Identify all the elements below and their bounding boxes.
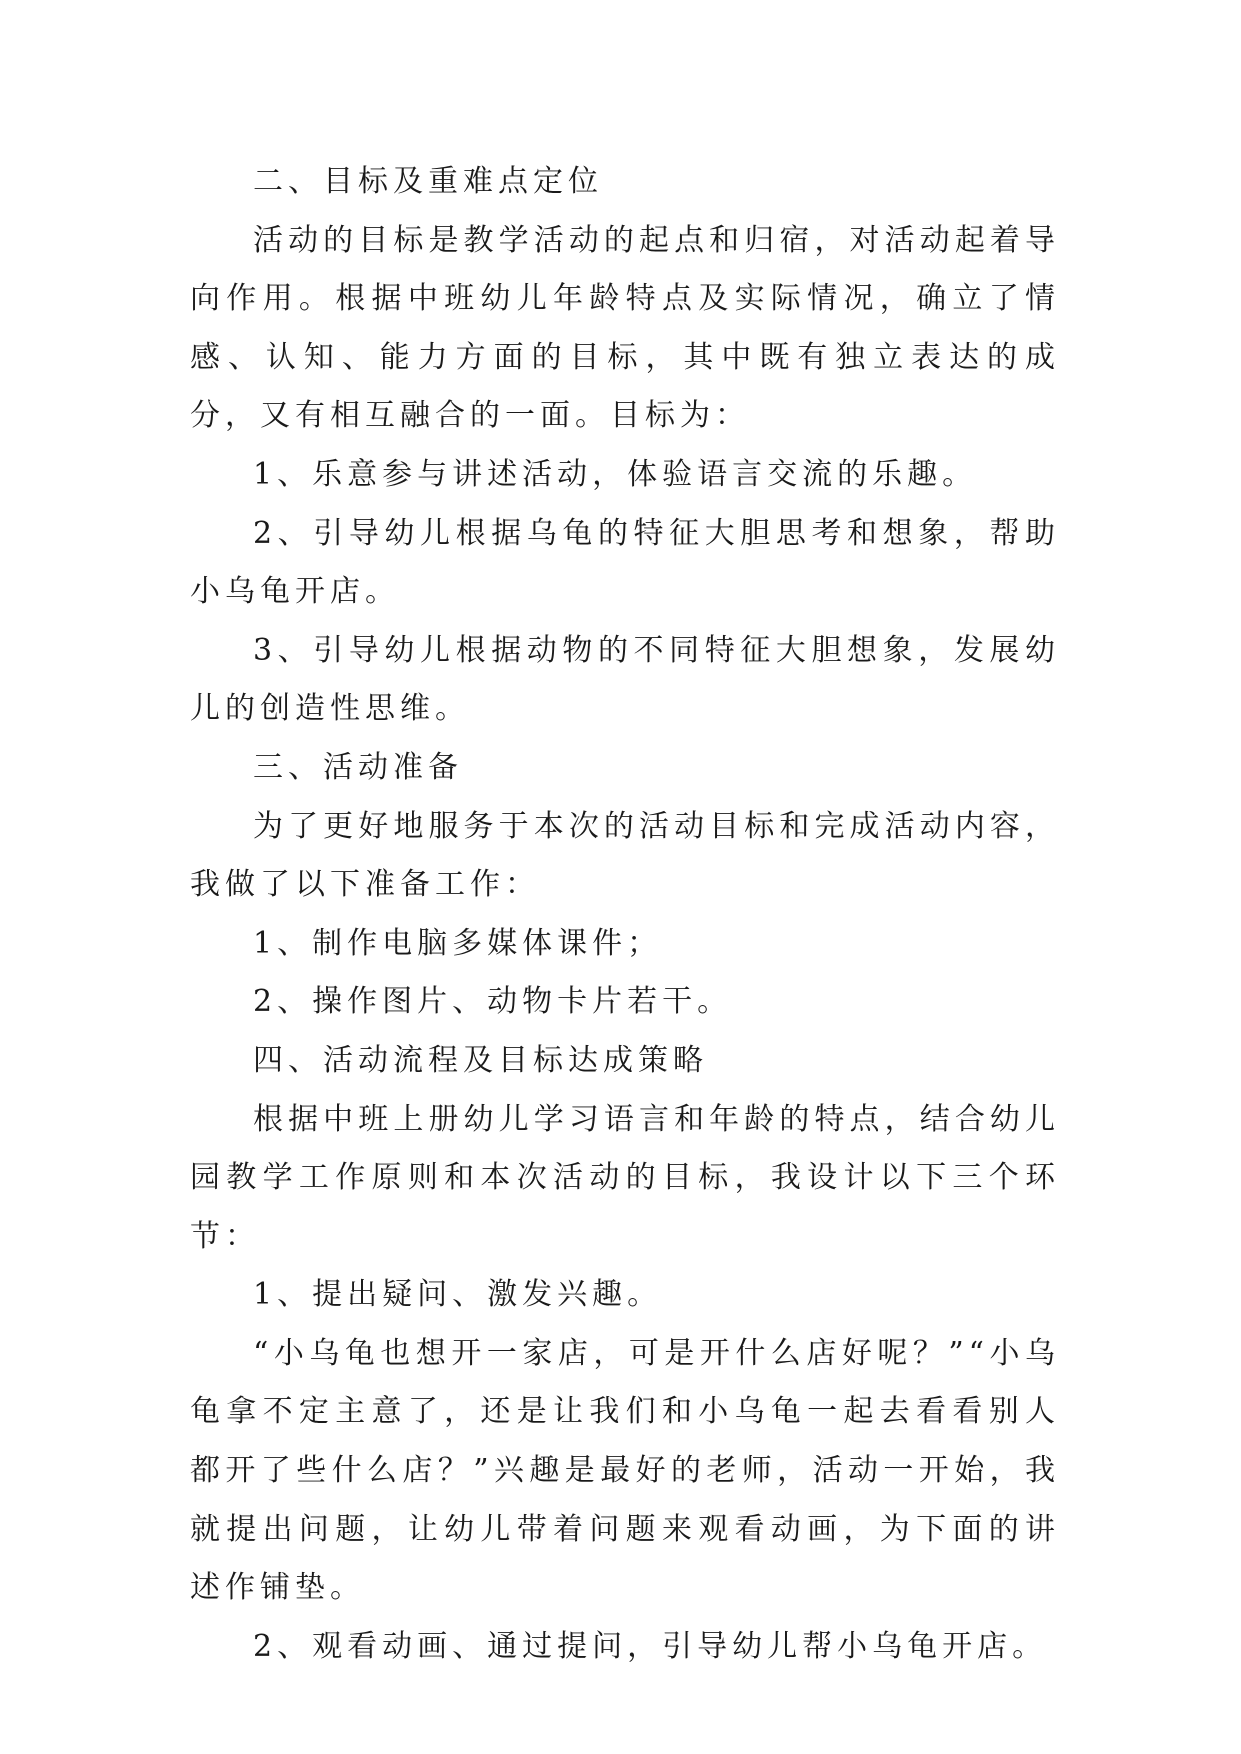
list-item-goal-1: 1、乐意参与讲述活动，体验语言交流的乐趣。 [253, 456, 978, 492]
list-item-goal-3: 3、引导幼儿根据动物的不同特征大胆想象，发展幼儿的创造性思维。 [190, 632, 1060, 727]
paragraph-process-intro: 根据中班上册幼儿学习语言和年龄的特点，结合幼儿园教学工作原则和本次活动的目标，我设计以下三个环节： [190, 1101, 1060, 1254]
paragraph-process-1-detail: “小乌龟也想开一家店，可是开什么店好呢？”“小乌龟拿不定主意了，还是让我们和小乌龟一起去看看别人都开了些什么店？”兴趣是最好的老师，活动一开始，我就提出问题，让幼儿带着问题来观看动画，为下面的讲述作铺垫。 [190, 1335, 1060, 1606]
section-heading-preparation: 三、活动准备 [253, 749, 463, 785]
list-item-process-1: 1、提出疑问、激发兴趣。 [253, 1277, 663, 1313]
section-heading-process: 四、活动流程及目标达成策略 [253, 1042, 708, 1078]
list-item-goal-2: 2、引导幼儿根据乌龟的特征大胆思考和想象，帮助小乌龟开店。 [190, 515, 1060, 610]
list-item-preparation-2: 2、操作图片、动物卡片若干。 [253, 984, 733, 1020]
section-heading-goals: 二、目标及重难点定位 [253, 164, 603, 199]
list-item-process-2: 2、观看动画、通过提问，引导幼儿帮小乌龟开店。 [253, 1628, 1048, 1664]
list-item-preparation-1: 1、制作电脑多媒体课件； [253, 925, 663, 961]
document-body [190, 153, 1060, 1676]
paragraph-preparation-intro: 为了更好地服务于本次的活动目标和完成活动内容，我做了以下准备工作： [190, 808, 1060, 903]
paragraph-goals-intro: 活动的目标是教学活动的起点和归宿，对活动起着导向作用。根据中班幼儿年龄特点及实际情况，确立了情感、认知、能力方面的目标，其中既有独立表达的成分，又有相互融合的一面。目标为： [190, 222, 1060, 434]
